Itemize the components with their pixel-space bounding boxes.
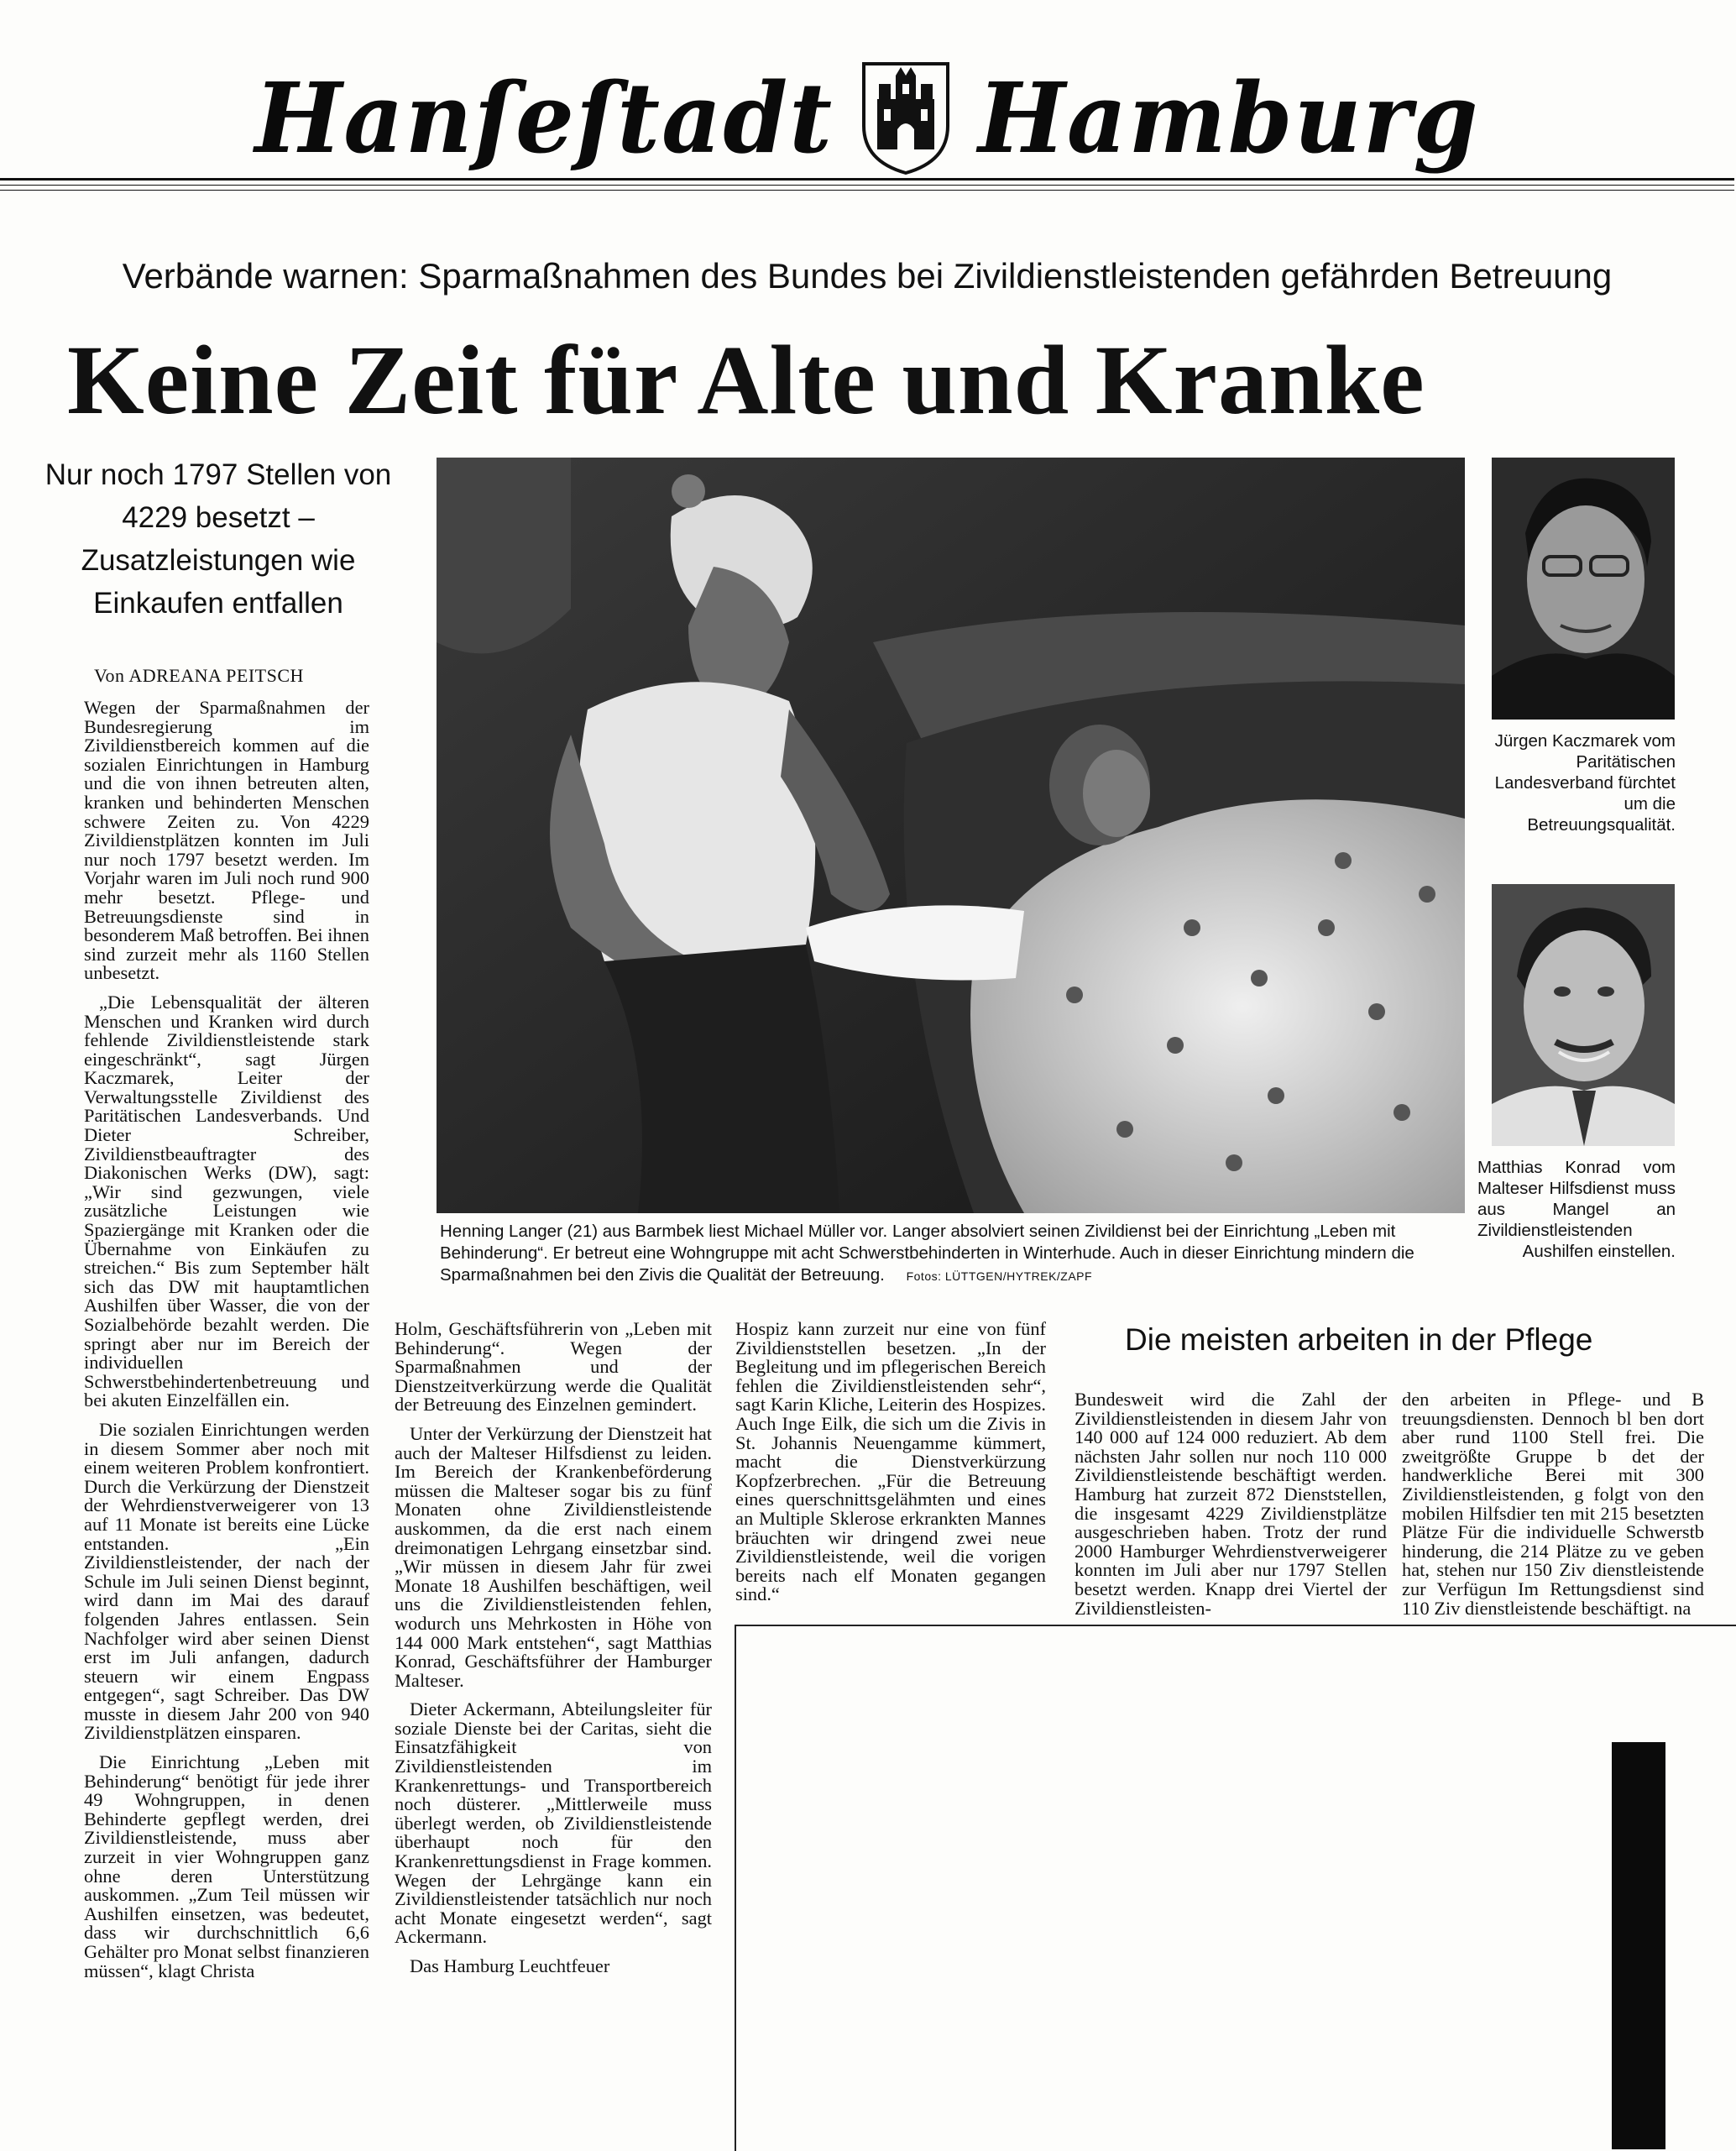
article-byline: Von ADREANA PEITSCH [94,665,304,686]
article-headline: Keine Zeit für Alte und Kranke [67,325,1425,435]
article-column-2 [395,1320,712,1976]
blank-ad-area [735,1625,1736,2151]
hamburg-coat-of-arms-icon [859,59,953,176]
masthead-rule-thin-2 [0,190,1734,191]
column-2-paragraph: Holm, Geschäftsführerin von „Leben mit Behinderung“. Wegen der Sparmaßnahmen und der Dienstzeitverkürzung werde die Qualität der Betreuung des Einzelnen gemindert. [395,1318,712,1416]
main-photo [437,458,1465,1213]
masthead-title-left: Hanſeſtadt [254,60,834,175]
main-photo-illustration [437,458,1465,1213]
infobox-column-2 [1402,1389,1704,1619]
article-overline: Verbände warnen: Sparmaßnahmen des Bundes bei Zivildienstleistenden gefährden Betreuung [122,256,1613,296]
infobox-paragraph: Bundesweit wird die Zahl der Zivildienstleistenden in diesem Jahr von 140 000 auf 124 000 reduziert. Ab dem nächsten Jahr sollen nur noch 110 000 Zivildienstleistende beschäftigt werden. Hamburg hat zurzeit 872 Dienststellen, die insgesamt 4229 Zivildienstplätze ausgeschrieben haben. Trotz der rund 2000 Hamburger Wehrdienstverweigerer konnten im Juli aber nur 1797 Stellen besetzt werden. Knapp drei Viertel der Zivildienstleisten- [1075,1389,1387,1619]
masthead-rule [0,178,1734,181]
masthead-rule-thin [0,185,1734,186]
masthead [0,50,1734,175]
portrait-kaczmarek [1492,458,1675,720]
photo-credit: Fotos: LÜTTGEN/HYTREK/ZAPF [906,1269,1093,1283]
main-photo-caption [440,1221,1464,1287]
portrait-caption-konrad: Matthias Konrad vom Malteser Hilfsdienst muss aus Mangel an Zivildienstleistenden Aushilfen einstellen. [1477,1158,1676,1261]
masthead-title-right: Hamburg [978,60,1480,175]
portrait-kaczmarek-illustration [1492,458,1675,720]
column-2-paragraph: Dieter Ackermann, Abteilungsleiter für soziale Dienste bei der Caritas, sieht die Einsatzfähigkeit von Zivildienstleistenden im Krankenrettungs- und Transportbereich noch düsterer. „Mittlerweile muss überlegt werden, ob Zivildienstleistende überhaupt noch für den Krankenrettungsdienst in Frage kommen. Wegen der Lehrgänge kann ein Zivildienstleistender tatsächlich nur noch acht Monate eingesetzt werden“, sagt Ackermann. [395,1698,712,1948]
column-3-paragraph: Hospiz kann zurzeit nur eine von fünf Zivildienststellen besetzen. „In der Begleitung und im pflegerischen Bereich fehlen die Zivildienstleistenden sehr“, sagt Karin Kliche, Leiterin des Hospizes. Auch Inge Eilk, die sich um die Zivis in St. Johannis Neuengamme kümmert, macht die Dienstverkürzung Kopfzerbrechen. „Für die Betreuung eines querschnittsgelähmten und eines an Multiple Sklerose erkrankten Mannes bräuchten wir dringend zwei neue Zivildienstleistende, weil die vorigen bereits nach elf Monaten gegangen sind.“ [735,1318,1046,1605]
article-column-3 [735,1320,1046,1604]
portrait-konrad [1492,884,1675,1146]
column-1-paragraph: Die sozialen Einrichtungen werden in diesem Sommer aber noch mit einem weiteren Problem konfrontiert. Durch die Verkürzung der Dienstzeit der Wehrdienstverweigerer von 13 auf 11 Monate ist bereits eine Lücke entstanden. „Ein Zivildienstleistender, der nach der Schule im Juli seinen Dienst beginnt, wird dann im Mai des darauf folgenden Jahres entlassen. Sein Nachfolger wird aber seinen Dienst erst im Juli anfangen, dadurch steuern wir einem Engpass entgegen“, sagt Schreiber. Das DW musste in diesem Jahr 200 von 940 Zivildienstplätzen einsparen. [84,1418,369,1744]
scan-black-bar [1612,1742,1665,2149]
portrait-konrad-illustration [1492,884,1675,1146]
article-column-1 [84,699,369,1981]
article-kicker: Nur noch 1797 Stellen von 4229 besetzt – Zusatzleistungen wie Einkaufen entfallen [44,458,392,620]
infobox-column-1 [1075,1390,1387,1618]
column-1-paragraph: „Die Lebensqualität der älteren Menschen und Kranken wird durch fehlende Zivildienstleistende stark eingeschränkt“, sagt Jürgen Kaczmarek, Leiter der Verwaltungsstelle Zivildienst des Paritätischen Landesverbands. Und Dieter Schreiber, Zivildienstbeauftragter des Diakonischen Werks (DW), sagt: „Wir sind gezwungen, viele zusätzliche Leistungen wie Spaziergänge mit Kranken oder die Übernahme von Einkäufen zu streichen.“ Bis zum September hält sich das DW mit hauptamtlichen Aushilfen über Wasser, die von der Sozialbehörde bezahlt werden. Die springt aber nur im Bereich der individuellen Schwerstbehindertenbetreuung und bei akuten Einzelfällen ein. [84,991,369,1411]
column-2-paragraph: Unter der Verkürzung der Dienstzeit hat auch der Malteser Hilfsdienst zu leiden. Im Bereich der Krankenbeförderung müssen die Malteser sogar bis zu fünf Monaten ohne Zivildienstleistende auskommen, da die erst nach einem dreimonatigen Lehrgang einsetzbar sind. „Wir müssen in diesem Jahr für zwei Monate 18 Aushilfen beschäftigen, weil uns die Zivildienstleistenden fehlen, wodurch uns Mehrkosten in Höhe von 144 000 Mark entstehen“, sagt Matthias Konrad, Geschäftsführer der Hamburger Malteser. [395,1422,712,1691]
infobox-title: Die meisten arbeiten in der Pflege [1125,1322,1593,1357]
main-photo-caption-text: Henning Langer (21) aus Barmbek liest Michael Müller vor. Langer absolviert seinen Zivildienst bei der Einrichtung „Leben mit Behinderung“. Er betreut eine Wohngruppe mit acht Schwerstbehinderten in Winterhude. Auch in dieser Einrichtung mindern die Sparmaßnahmen bei den Zivis die Qualität der Betreuung. [440,1222,1414,1285]
column-1-paragraph: Wegen der Sparmaßnahmen der Bundesregierung im Zivildienstbereich kommen auf die sozialen Einrichtungen in Hamburg und die von ihnen betreuten alten, kranken und behinderten Menschen schwere Zeiten zu. Von 4229 Zivildienstplätzen konnten im Juli nur noch 1797 besetzt werden. Im Vorjahr waren im Juli noch rund 900 mehr besetzt. Pflege- und Betreuungsdienste sind in besonderem Maß betroffen. Bei ihnen sind zurzeit mehr als 1160 Stellen unbesetzt. [84,697,369,984]
portrait-caption-kaczmarek: Jürgen Kaczmarek vom Paritätischen Landesverband fürchtet um die Betreuungsqualität. [1494,731,1676,835]
column-1-paragraph: Die Einrichtung „Leben mit Behinderung“ benötigt für jede ihrer 49 Wohngruppen, in denen Behinderte gepflegt werden, drei Zivildienstleistende, muss aber zurzeit in vier Wohngruppen ganz ohne deren Unterstützung auskommen. „Zum Teil müssen wir Aushilfen einsetzen, was bedeutet, dass wir durchschnittlich 6,6 Gehälter pro Monat selbst finanzieren müssen“, klagt Christa [84,1751,369,1981]
column-2-paragraph: Das Hamburg Leuchtfeuer [410,1955,610,1976]
infobox-paragraph: den arbeiten in Pflege- und B treuungsdiensten. Dennoch bl ben dort aber rund 1100 Stell frei. Die zweitgrößte Gruppe b det der handwerkliche Berei mit 300 Zivildienstleistenden, g folgt von den mobilen Hilfsdier ten mit 215 besetzten Plätze Für die individuelle Schwerstb hinderung, die 214 Plätze zu ve geben hat, stehen nur 150 Ziv dienstleistende zur Verfügun Im Rettungsdienst sind 110 Ziv dienstleistende beschäftigt. na [1402,1389,1704,1619]
